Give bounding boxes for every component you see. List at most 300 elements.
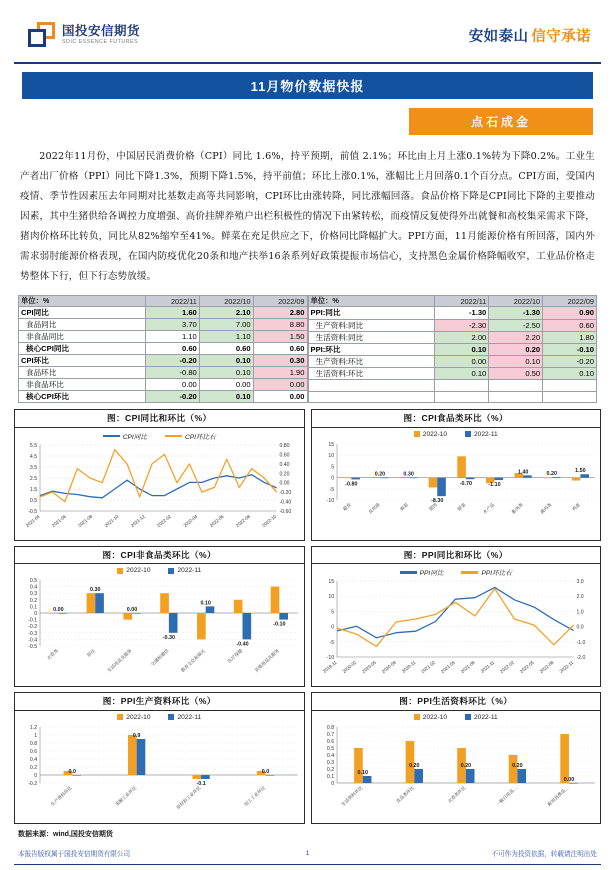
data-source-note: 数据来源：wind,国投安信期货 xyxy=(18,830,113,838)
legend-label: CPI环比右 xyxy=(184,433,216,441)
row-value: 0.20 xyxy=(489,343,543,355)
svg-text:生产资料环比: 生产资料环比 xyxy=(49,784,73,808)
svg-text:1.2: 1.2 xyxy=(29,724,38,731)
svg-text:2.5: 2.5 xyxy=(29,475,38,482)
svg-text:10: 10 xyxy=(327,594,334,601)
svg-text:-8.30: -8.30 xyxy=(430,498,443,505)
table-row xyxy=(19,391,308,403)
svg-text:加工工业环比: 加工工业环比 xyxy=(243,784,267,808)
chart-canvas xyxy=(15,564,304,686)
legend-swatch xyxy=(414,714,420,720)
row-value: -0.80 xyxy=(145,367,199,379)
svg-text:-0.2: -0.2 xyxy=(28,780,38,787)
svg-text:2021-04: 2021-04 xyxy=(24,513,41,529)
row-value: 0.00 xyxy=(199,379,253,391)
svg-text:0.3: 0.3 xyxy=(29,591,38,598)
svg-text:-0.20: -0.20 xyxy=(279,489,292,497)
svg-text:-0.1: -0.1 xyxy=(28,617,38,625)
svg-text:2020-08: 2020-08 xyxy=(380,660,397,675)
chart-title: 图：PPI同比和环比（%） xyxy=(312,547,601,565)
logo-text-chinese: 国投安信期货 xyxy=(62,23,141,38)
svg-text:0.7: 0.7 xyxy=(326,731,334,738)
row-value xyxy=(489,380,543,392)
table-row xyxy=(308,319,597,331)
legend-swatch xyxy=(117,714,123,720)
svg-text:畜肉类: 畜肉类 xyxy=(510,501,524,515)
row-value: 1.60 xyxy=(145,307,199,319)
chart-svg xyxy=(312,577,601,683)
table-header-row xyxy=(19,296,308,307)
svg-text:0.2: 0.2 xyxy=(29,598,38,605)
svg-text:15: 15 xyxy=(327,441,334,448)
report-title-bar xyxy=(22,72,593,99)
svg-text:0.2: 0.2 xyxy=(326,766,334,773)
legend-swatch xyxy=(465,714,471,720)
svg-text:-0.60: -0.60 xyxy=(279,508,292,515)
svg-text:0.5: 0.5 xyxy=(29,578,38,585)
logo-text-english: SDIC ESSENCE FUTURES xyxy=(62,39,139,46)
legend-label: PPI同比 xyxy=(419,570,444,578)
gold-badge-label: 点石成金 xyxy=(470,115,531,129)
chart-legend xyxy=(15,711,304,721)
page-footer xyxy=(0,848,615,858)
legend-swatch xyxy=(465,431,471,437)
svg-text:0: 0 xyxy=(34,772,38,779)
row-label: CPI同比 xyxy=(19,307,146,319)
svg-text:2020-11: 2020-11 xyxy=(400,660,416,675)
svg-text:2022-05: 2022-05 xyxy=(518,660,535,675)
svg-text:水产品: 水产品 xyxy=(481,501,495,515)
svg-text:15: 15 xyxy=(327,579,334,586)
row-label: 生产资料:同比 xyxy=(308,319,435,331)
svg-text:2022-08: 2022-08 xyxy=(235,513,251,529)
svg-text:0.8: 0.8 xyxy=(326,724,334,731)
svg-text:0.0: 0.0 xyxy=(575,624,584,632)
row-label: 生产资料:环比 xyxy=(308,355,435,367)
row-value: 0.60 xyxy=(145,343,199,355)
svg-text:食用油: 食用油 xyxy=(366,501,381,515)
legend-item xyxy=(465,714,498,721)
svg-text:医疗保健: 医疗保健 xyxy=(226,648,244,665)
row-value: 8.80 xyxy=(253,319,307,331)
legend-label: 2022-11 xyxy=(473,430,498,438)
table-row xyxy=(19,307,308,319)
svg-text:2022-04: 2022-04 xyxy=(182,513,199,529)
row-label: 核心CPI同比 xyxy=(19,343,146,355)
legend-label: 2022-11 xyxy=(177,567,202,575)
svg-text:原材料工业环比: 原材料工业环比 xyxy=(175,784,202,811)
svg-text:其他用品及服务: 其他用品及服务 xyxy=(253,648,280,674)
svg-text:3.0: 3.0 xyxy=(575,579,584,586)
svg-text:3.5: 3.5 xyxy=(29,464,38,471)
svg-text:-0.3: -0.3 xyxy=(28,631,38,638)
row-value: -2.30 xyxy=(435,319,489,331)
chart-svg xyxy=(15,574,304,680)
svg-text:2021-08: 2021-08 xyxy=(77,513,94,529)
logo-mark-icon xyxy=(28,22,55,48)
svg-text:鲜果: 鲜果 xyxy=(456,501,467,512)
svg-text:2021-05: 2021-05 xyxy=(439,660,456,675)
svg-text:0.60: 0.60 xyxy=(279,452,290,459)
svg-text:2021-12: 2021-12 xyxy=(129,513,146,529)
svg-text:1: 1 xyxy=(34,732,38,739)
svg-text:-0.10: -0.10 xyxy=(273,621,286,629)
svg-text:0.6: 0.6 xyxy=(326,738,334,745)
row-label: 食品同比 xyxy=(19,319,146,331)
data-tables xyxy=(18,295,597,403)
svg-text:2022-06: 2022-06 xyxy=(208,513,225,529)
svg-text:禽肉类: 禽肉类 xyxy=(538,501,552,515)
svg-text:-10: -10 xyxy=(326,497,334,504)
svg-text:2022-02: 2022-02 xyxy=(156,513,173,529)
row-value: 0.10 xyxy=(435,368,489,380)
header-divider xyxy=(14,62,601,64)
svg-text:交通和通信: 交通和通信 xyxy=(149,648,170,668)
svg-text:鲜菜: 鲜菜 xyxy=(398,501,409,512)
row-value: 0.10 xyxy=(489,355,543,367)
row-value: -0.20 xyxy=(543,355,597,367)
gold-badge xyxy=(409,108,593,135)
footer-copyright: 本报告版权属于国投安信期货有限公司 xyxy=(18,851,131,858)
chart-cpi-nonfood-mom xyxy=(14,546,305,688)
svg-text:0.80: 0.80 xyxy=(279,442,290,449)
svg-text:-0.1: -0.1 xyxy=(196,780,206,787)
col-header-2: 2022/09 xyxy=(253,296,307,307)
svg-text:-0.2: -0.2 xyxy=(28,624,38,631)
svg-text:0.4: 0.4 xyxy=(29,584,38,592)
chart-canvas xyxy=(15,428,304,540)
svg-text:4.5: 4.5 xyxy=(29,453,38,460)
footer-page-number: 1 xyxy=(305,849,310,857)
row-value: 7.00 xyxy=(199,319,253,331)
row-label: 食品环比 xyxy=(19,367,146,379)
legend-item xyxy=(414,431,447,438)
svg-text:10: 10 xyxy=(327,453,334,460)
legend-swatch xyxy=(103,435,120,437)
col-header-2: 2022/09 xyxy=(543,296,597,307)
row-value: 0.10 xyxy=(543,368,597,380)
chart-title: 图：CPI同比和环比（%） xyxy=(15,410,304,428)
legend-item xyxy=(168,714,201,721)
legend-item xyxy=(103,431,147,441)
svg-text:0.10: 0.10 xyxy=(200,600,211,607)
row-value: 0.00 xyxy=(253,391,307,403)
row-value: 0.60 xyxy=(199,343,253,355)
row-value xyxy=(435,380,489,392)
report-body-paragraph: 2022年11月份，中国居民消费价格（CPI）同比 1.6%，持平预期，前值 2.1%；环比由上月上涨0.1%转为下降0.2%。工业生产者出厂价格（PPI）同比下降1.3%，预期下降1.5%，持平前值；环比上涨0.1%，涨幅比上月回落0.1个百分点。CPI方面，受国内疫情、季节性因素压去年同期对比基数走高等共同影响，CPI环比由涨转降，同比涨幅回落。食品价格下降是CPI同比下降的主要推动因素，其中生猪供给各调控力度增强、高价挂牌养殖户出栏积极性的情况下由紧转松，而疫情反复使得外出就餐和高校集采需求下降，猪肉价格环比转负，同比从82%缩窄至41%。鲜菜在充足供应之下，价格同比降幅扩大。PPI方面，11月能源价格有所回落，国内外需求弱肘能源价格表现，在国内防疫优化20条和地产扶举16条系列好政策提振市场信心，支持黑色金属价格降幅收窄，工业品价格走势整体下行，但下行态势放缓。 xyxy=(20,151,595,282)
legend-label: 2022-10 xyxy=(126,713,151,721)
row-label xyxy=(308,391,435,403)
svg-text:0.20: 0.20 xyxy=(546,470,557,478)
ppi-table-body xyxy=(308,307,597,403)
svg-text:教育文化和娱乐: 教育文化和娱乐 xyxy=(180,648,207,674)
svg-text:0.9: 0.9 xyxy=(132,732,141,739)
svg-text:0.5: 0.5 xyxy=(326,745,334,752)
chart-cpi-yoy-mom xyxy=(14,409,305,541)
row-value: 2.10 xyxy=(199,307,253,319)
slogan-part-1: 安如泰山 xyxy=(468,28,529,45)
chart-legend xyxy=(15,564,304,574)
table-row xyxy=(308,343,597,355)
legend-swatch xyxy=(461,571,478,573)
svg-text:0: 0 xyxy=(34,611,38,618)
svg-text:耐用消费品…: 耐用消费品… xyxy=(546,784,570,808)
svg-text:0.20: 0.20 xyxy=(460,762,471,769)
svg-text:0.00: 0.00 xyxy=(563,776,574,783)
legend-label: CPI同比 xyxy=(122,433,147,441)
chart-legend xyxy=(312,428,601,438)
legend-swatch xyxy=(117,568,123,574)
table-row xyxy=(19,331,308,343)
svg-text:0.20: 0.20 xyxy=(408,762,420,769)
svg-text:0.4: 0.4 xyxy=(29,756,38,763)
col-header-0: 2022/11 xyxy=(145,296,199,307)
footer-divider xyxy=(14,864,601,866)
row-value: 1.80 xyxy=(543,331,597,343)
row-label: 非食品环比 xyxy=(19,379,146,391)
row-value: 0.50 xyxy=(489,368,543,380)
table-row xyxy=(308,355,597,367)
svg-text:0.8: 0.8 xyxy=(29,740,38,747)
svg-text:-0.5: -0.5 xyxy=(28,644,38,651)
svg-text:-0.4: -0.4 xyxy=(28,637,38,644)
svg-text:2020-02: 2020-02 xyxy=(341,660,357,675)
row-value: 1.50 xyxy=(253,331,307,343)
legend-label: 2022-10 xyxy=(422,713,447,721)
unit-header: 单位：% xyxy=(19,296,146,307)
row-value xyxy=(435,391,489,403)
svg-text:5.5: 5.5 xyxy=(29,442,38,449)
svg-text:-0.5: -0.5 xyxy=(28,508,38,515)
row-value: 0.60 xyxy=(253,343,307,355)
svg-text:生活资料环比: 生活资料环比 xyxy=(339,784,363,808)
row-value xyxy=(543,380,597,392)
svg-text:0.10: 0.10 xyxy=(357,769,368,776)
chart-svg xyxy=(15,441,304,537)
svg-text:0.1: 0.1 xyxy=(29,604,38,611)
chart-canvas xyxy=(312,564,601,686)
legend-swatch xyxy=(168,714,174,720)
svg-text:0: 0 xyxy=(330,624,334,632)
svg-text:1.5: 1.5 xyxy=(29,486,38,493)
table-row xyxy=(308,331,597,343)
row-value: 1.10 xyxy=(199,331,253,343)
company-logo xyxy=(28,22,140,48)
svg-text:0: 0 xyxy=(330,475,334,482)
legend-label: 2022-11 xyxy=(177,713,202,721)
chart-legend xyxy=(312,564,601,577)
svg-text:-0.40: -0.40 xyxy=(279,499,292,506)
svg-text:2021-02: 2021-02 xyxy=(419,660,436,675)
legend-swatch xyxy=(414,431,420,437)
col-header-1: 2022/10 xyxy=(489,296,543,307)
svg-text:5: 5 xyxy=(330,609,334,616)
footer-disclaimer: 不可作为投资依据，转载请注明出处 xyxy=(491,851,597,858)
svg-text:0.6: 0.6 xyxy=(29,748,38,755)
cpi-table-body xyxy=(19,307,308,403)
row-label: PPI:同比 xyxy=(308,307,435,319)
svg-text:2022-10: 2022-10 xyxy=(261,513,278,529)
legend-item xyxy=(117,567,150,574)
table-row xyxy=(19,379,308,391)
table-row xyxy=(308,307,597,319)
row-value: 2.00 xyxy=(435,331,489,343)
chart-legend xyxy=(312,711,601,721)
col-header-1: 2022/10 xyxy=(199,296,253,307)
svg-text:生活用品及服务: 生活用品及服务 xyxy=(106,648,133,674)
legend-item xyxy=(117,714,150,721)
svg-text:粮食: 粮食 xyxy=(341,501,352,512)
table-row xyxy=(19,319,308,331)
slogan-part-2: 信守承诺 xyxy=(531,28,591,45)
row-value: -2.50 xyxy=(489,319,543,331)
svg-text:0.40: 0.40 xyxy=(279,461,290,468)
svg-text:-0.30: -0.30 xyxy=(162,635,176,642)
svg-text:2021-11: 2021-11 xyxy=(479,660,495,675)
svg-text:5: 5 xyxy=(330,464,334,471)
svg-text:0.20: 0.20 xyxy=(374,471,385,478)
svg-text:2021-06: 2021-06 xyxy=(51,513,67,529)
chart-svg xyxy=(312,721,601,817)
row-value: 0.00 xyxy=(435,355,489,367)
svg-text:0.20: 0.20 xyxy=(511,762,523,769)
svg-text:2022-02: 2022-02 xyxy=(498,660,515,675)
svg-text:0.4: 0.4 xyxy=(326,752,334,759)
svg-text:0.20: 0.20 xyxy=(279,471,290,478)
svg-text:-0.80: -0.80 xyxy=(344,481,357,488)
row-value xyxy=(489,391,543,403)
svg-text:0: 0 xyxy=(330,780,334,787)
row-value: -0.20 xyxy=(145,355,199,367)
row-value: 1.10 xyxy=(145,331,199,343)
svg-text:1.40: 1.40 xyxy=(517,469,528,476)
legend-item xyxy=(414,714,447,721)
svg-text:-10: -10 xyxy=(326,655,334,662)
chart-ppi-yoy-mom xyxy=(311,546,602,688)
svg-text:0.30: 0.30 xyxy=(402,471,414,478)
chart-svg xyxy=(15,721,304,817)
svg-text:采掘工业环比: 采掘工业环比 xyxy=(114,784,138,808)
row-label: 非食品同比 xyxy=(19,331,146,343)
row-value: 3.70 xyxy=(145,319,199,331)
svg-text:-0.70: -0.70 xyxy=(459,480,472,488)
svg-text:猪肉: 猪肉 xyxy=(427,501,438,512)
chart-canvas xyxy=(312,428,601,540)
svg-text:0.00: 0.00 xyxy=(53,607,64,614)
row-value: -1.30 xyxy=(435,307,489,319)
ppi-table xyxy=(308,295,598,403)
page-title: 11月物价数据快报 xyxy=(250,79,365,94)
svg-text:0.00: 0.00 xyxy=(126,607,138,614)
row-value: 0.00 xyxy=(253,379,307,391)
row-value: 0.90 xyxy=(543,307,597,319)
row-label: 核心CPI环比 xyxy=(19,391,146,403)
row-value: 0.10 xyxy=(199,391,253,403)
svg-text:2022-08: 2022-08 xyxy=(538,660,554,675)
row-value: -0.10 xyxy=(543,343,597,355)
table-header-row xyxy=(308,296,597,307)
svg-text:一般日用品…: 一般日用品… xyxy=(494,784,518,808)
svg-text:0.0: 0.0 xyxy=(261,768,270,775)
svg-text:鸡蛋: 鸡蛋 xyxy=(570,501,581,512)
svg-text:2.0: 2.0 xyxy=(575,594,584,601)
svg-text:食品类环比: 食品类环比 xyxy=(394,784,415,804)
cpi-table xyxy=(18,295,308,403)
table-row xyxy=(308,380,597,392)
row-value: 0.30 xyxy=(253,355,307,367)
row-label: CPI环比 xyxy=(19,355,146,367)
svg-text:-2.0: -2.0 xyxy=(575,655,585,662)
row-value: 1.90 xyxy=(253,367,307,379)
legend-label: 2022-10 xyxy=(422,430,447,438)
legend-item xyxy=(461,567,511,577)
svg-text:衣着类环比: 衣着类环比 xyxy=(446,784,467,804)
svg-text:1.50: 1.50 xyxy=(574,468,586,475)
svg-text:0.0: 0.0 xyxy=(68,768,76,775)
company-slogan xyxy=(469,25,597,46)
svg-text:衣着类: 衣着类 xyxy=(45,648,60,662)
row-value: 0.00 xyxy=(145,379,199,391)
row-label xyxy=(308,380,435,392)
row-value: 0.60 xyxy=(543,319,597,331)
chart-cpi-food-mom xyxy=(311,409,602,541)
svg-text:居住: 居住 xyxy=(86,648,96,659)
row-label: 生活资料:同比 xyxy=(308,331,435,343)
legend-item xyxy=(165,431,216,441)
svg-text:2019-11: 2019-11 xyxy=(321,660,338,675)
row-value: 2.20 xyxy=(489,331,543,343)
chart-canvas xyxy=(312,711,601,823)
svg-text:0.5: 0.5 xyxy=(29,497,38,504)
svg-text:-0.40: -0.40 xyxy=(236,641,249,648)
legend-label: PPI环比右 xyxy=(481,570,512,578)
legend-label: 2022-10 xyxy=(126,567,151,575)
svg-text:2020-05: 2020-05 xyxy=(360,660,377,675)
row-value: 0.10 xyxy=(199,355,253,367)
row-value: -1.30 xyxy=(489,307,543,319)
legend-swatch xyxy=(400,571,417,573)
chart-svg xyxy=(312,438,601,534)
row-value: 0.10 xyxy=(435,343,489,355)
svg-text:-1.0: -1.0 xyxy=(575,640,585,647)
unit-header: 单位：% xyxy=(308,296,435,307)
chart-title: 图：PPI生产资料环比（%） xyxy=(15,693,304,711)
page-header xyxy=(0,0,615,62)
charts-grid xyxy=(14,409,601,824)
chart-legend xyxy=(15,428,304,441)
svg-text:1.0: 1.0 xyxy=(575,609,584,616)
svg-text:0.3: 0.3 xyxy=(326,759,334,766)
svg-text:2021-08: 2021-08 xyxy=(459,660,476,675)
row-value xyxy=(543,391,597,403)
chart-title: 图：CPI非食品类环比（%） xyxy=(15,547,304,565)
legend-swatch xyxy=(168,568,174,574)
legend-label: 2022-11 xyxy=(473,713,498,721)
legend-item xyxy=(400,567,444,577)
svg-text:0.2: 0.2 xyxy=(29,764,38,771)
table-row xyxy=(308,368,597,380)
col-header-0: 2022/11 xyxy=(435,296,489,307)
row-value: -0.20 xyxy=(145,391,199,403)
svg-text:-5: -5 xyxy=(329,640,334,647)
row-label: PPI:环比 xyxy=(308,343,435,355)
chart-ppi-living-mom xyxy=(311,692,602,824)
legend-item xyxy=(465,431,498,438)
chart-canvas xyxy=(15,711,304,823)
svg-text:2021-10: 2021-10 xyxy=(103,513,120,529)
legend-item xyxy=(168,567,201,574)
chart-ppi-production-mom xyxy=(14,692,305,824)
